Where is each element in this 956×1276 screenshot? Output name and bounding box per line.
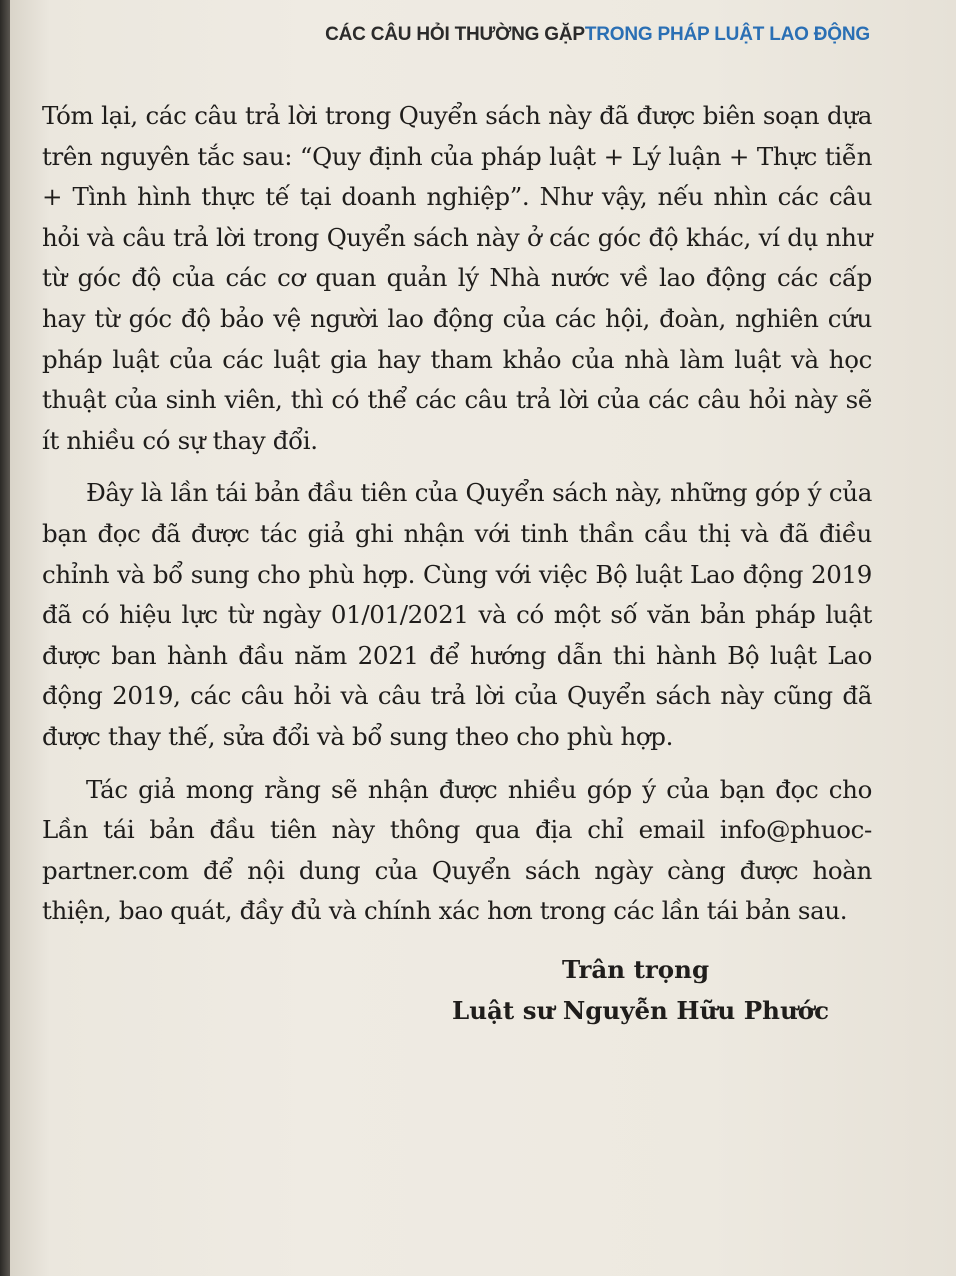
- running-header-subtitle: TRONG PHÁP LUẬT LAO ĐỘNG: [584, 24, 870, 45]
- running-header: [325, 24, 870, 46]
- book-spine-shadow: [0, 0, 10, 1276]
- paragraph-feedback: Tác giả mong rằng sẽ nhận được nhiều góp ý của bạn đọc cho Lần tái bản đầu tiên này thông qua địa chỉ email info@phuoc-partner.com để nội dung của Quyển sách ngày càng được hoàn thiện, bao quát, đầy đủ và chính xác hơn trong các lần tái bản sau.: [42, 774, 872, 926]
- body-text: [42, 96, 872, 932]
- paragraph-reprint: Đây là lần tái bản đầu tiên của Quyển sách này, những góp ý của bạn đọc đã được tác giả ghi nhận với tinh thần cầu thị và đã điều chỉnh và bổ sung cho phù hợp. Cùng với việc Bộ luật Lao động 2019 đã có hiệu lực từ ngày 01/01/2021 và có một số văn bản pháp luật được ban hành đầu năm 2021 để hướng dẫn thi hành Bộ luật Lao động 2019, các câu hỏi và câu trả lời của Quyển sách này cũng đã được thay thế, sửa đổi và bổ sung theo cho phù hợp.: [42, 478, 872, 751]
- signature-block: [42, 950, 872, 1031]
- signature-closing: Trân trọng: [562, 955, 710, 984]
- running-header-title: CÁC CÂU HỎI THƯỜNG GẶP: [325, 24, 585, 45]
- paragraph-summary: Tóm lại, các câu trả lời trong Quyển sách này đã được biên soạn dựa trên nguyên tắc sau: “Quy định của pháp luật + Lý luận + Thực tiễn + Tình hình thực tế tại doanh nghiệp”. Như vậy, nếu nhìn các câu hỏi và câu trả lời trong Quyển sách này ở các góc độ khác, ví dụ như từ góc độ của các cơ quan quản lý Nhà nước về lao động các cấp hay từ góc độ bảo vệ người lao động của các hội, đoàn, nghiên cứu pháp luật của các luật gia hay tham khảo của nhà làm luật và học thuật của sinh viên, thì có thể các câu trả lời của các câu hỏi này sẽ ít nhiều có sự thay đổi.: [42, 101, 872, 455]
- signature-name: Luật sư Nguyễn Hữu Phước: [452, 995, 830, 1025]
- book-page: [10, 0, 956, 1276]
